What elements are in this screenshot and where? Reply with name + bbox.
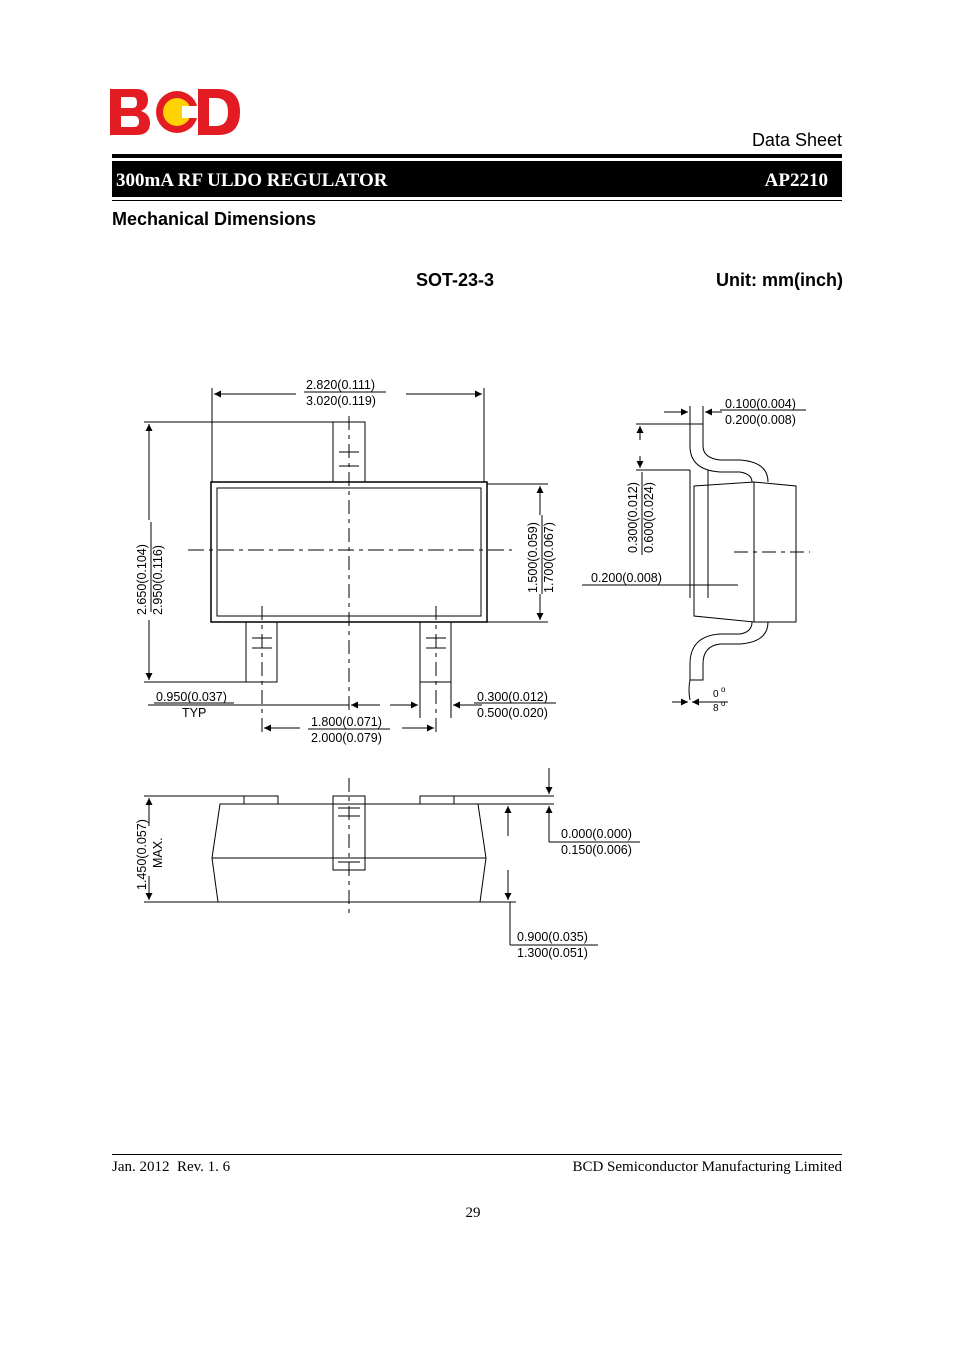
- front-lead-right: [420, 796, 454, 804]
- dim-angle-min: 0: [713, 689, 719, 700]
- doc-type-label: Data Sheet: [751, 130, 842, 150]
- dim-length-min: 2.650(0.104): [135, 544, 149, 615]
- dim-pitch: 0.950(0.037): [156, 690, 227, 704]
- dim-max-height: 1.450(0.057): [135, 819, 149, 890]
- dim-lead-thick-max: 0.200(0.008): [725, 413, 796, 427]
- part-number: AP2210: [764, 170, 828, 191]
- dim-angle-unit-max: o: [721, 699, 726, 708]
- dim-lead-width-max: 0.500(0.020): [477, 706, 548, 720]
- dim-length-max: 2.950(0.116): [151, 545, 165, 615]
- dim-height-max: 1.700(0.067): [542, 522, 556, 593]
- dim-body-thick-max: 1.300(0.051): [517, 946, 588, 960]
- page-number: 29: [465, 1205, 481, 1221]
- package-name: SOT-23-3: [415, 270, 495, 290]
- dim-angle-max: 8: [713, 703, 719, 714]
- dim-max-note: MAX.: [151, 837, 165, 868]
- unit-label: Unit: mm(inch): [716, 270, 843, 290]
- dim-standoff-min: 0.000(0.000): [561, 827, 632, 841]
- dim-foot-max: 0.600(0.024): [642, 482, 656, 553]
- dim-span-min: 1.800(0.071): [311, 715, 382, 729]
- dim-span-max: 2.000(0.079): [311, 731, 382, 745]
- dim-body-width-min: 2.820(0.111): [306, 378, 376, 392]
- dim-height-min: 1.500(0.059): [526, 522, 540, 593]
- section-heading: Mechanical Dimensions: [112, 209, 317, 229]
- dim-lead-width-min: 0.300(0.012): [477, 690, 548, 704]
- product-title: 300mA RF ULDO REGULATOR: [116, 170, 388, 191]
- footer-company: BCD Semiconductor Manufacturing Limited: [572, 1159, 842, 1175]
- dim-foot-min: 0.300(0.012): [626, 482, 640, 553]
- dim-standoff-max: 0.150(0.006): [561, 843, 632, 857]
- dim-angle-unit-min: o: [721, 685, 726, 694]
- dim-body-width-max: 3.020(0.119): [306, 394, 376, 408]
- footer-date-rev: Jan. 2012 Rev. 1. 6: [112, 1159, 231, 1175]
- front-lead-left: [244, 796, 278, 804]
- dim-lead-thick-min: 0.100(0.004): [725, 397, 796, 411]
- dim-gauge: 0.200(0.008): [591, 571, 662, 585]
- dim-body-thick-min: 0.900(0.035): [517, 930, 588, 944]
- footer-rule: [112, 1154, 842, 1155]
- dim-pitch-note: TYP: [182, 706, 207, 720]
